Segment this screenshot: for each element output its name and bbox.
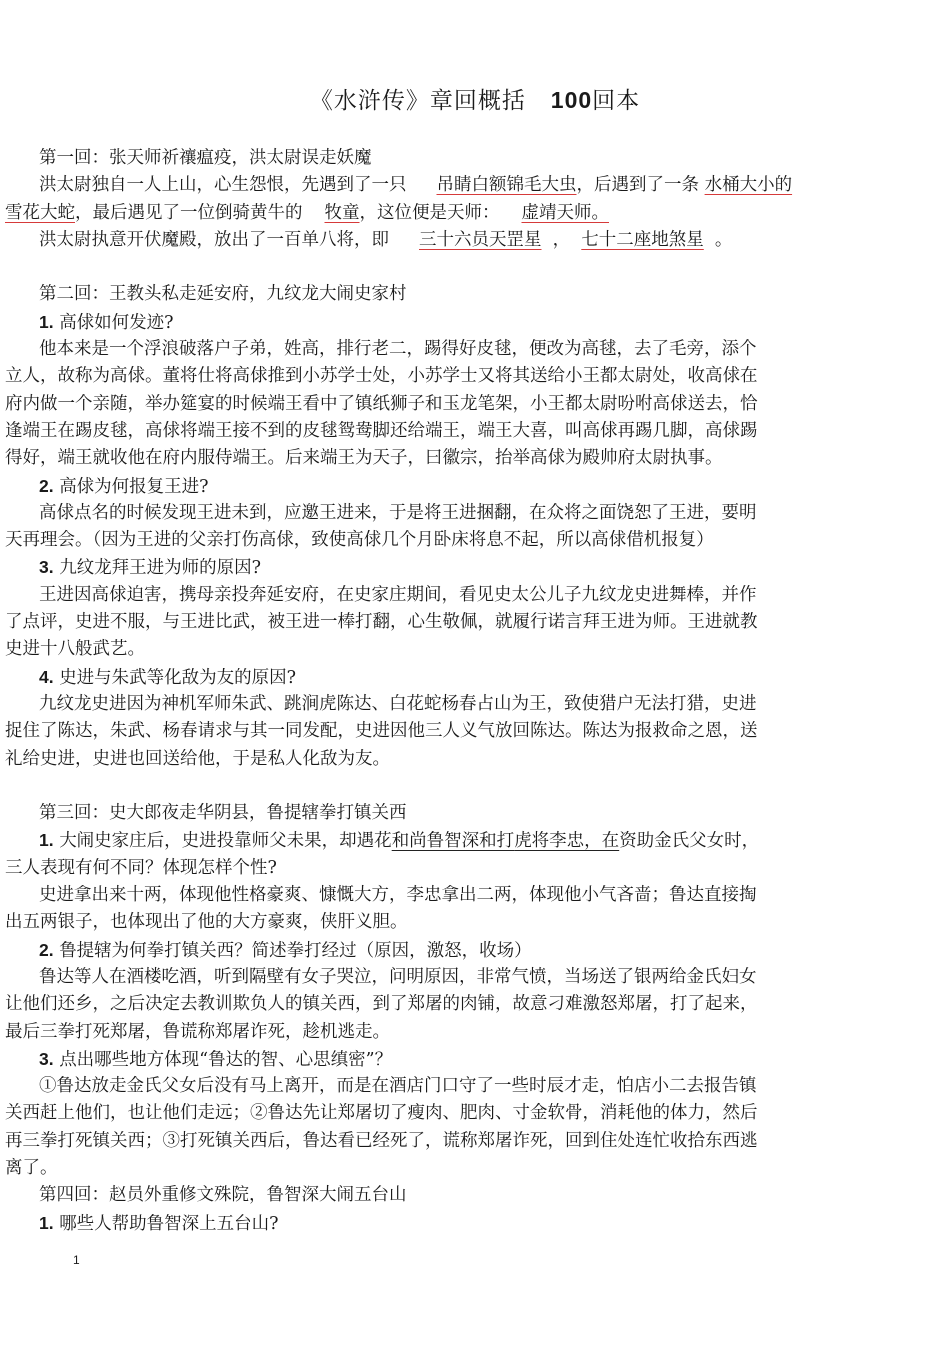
question-heading bbox=[5, 1210, 947, 1237]
question-number: 3. bbox=[39, 1048, 54, 1069]
answer-line: ①鲁达放走金氏父女后没有马上离开，而是在酒店门口守了一些时辰才走，怕店小二去报告镇 bbox=[39, 1076, 757, 1097]
chapter-1-line-1 bbox=[5, 172, 947, 199]
fill-blank-answer: 吊睛白额锦毛大虫 bbox=[436, 175, 577, 196]
answer-line: 离了。 bbox=[5, 1157, 58, 1178]
question-heading bbox=[5, 1046, 947, 1073]
answer-line: 鲁达等人在酒楼吃酒，听到隔壁有女子哭泣，问明原因，非常气愤，当场送了银两给金氏妇女 bbox=[39, 966, 757, 987]
title-suffix: 回本 bbox=[592, 88, 641, 114]
chapter-1-line-2 bbox=[5, 200, 947, 227]
question-text: 史进与朱武等化敌为友的原因? bbox=[59, 667, 297, 688]
text: ，这位便是天师： bbox=[359, 202, 500, 223]
fill-blank-answer: 七十二座地煞星 bbox=[581, 229, 704, 250]
answer-line: 逢端王在踢皮毬，高俅将端王接不到的皮毬鸳鸯脚还给端王，端王大喜，叫高俅再踢几脚，高俅踢 bbox=[5, 420, 758, 441]
text: 。 bbox=[714, 229, 733, 250]
text: ，最后遇见了一位倒骑黄牛的 bbox=[75, 202, 303, 223]
text: 大闹史家庄后，史进投靠师父未果，却遇花 bbox=[59, 831, 392, 852]
answer-line: 得好，端王就收他在府内服侍端王。后来端王为天子，曰徽宗，抬举高俅为殿帅府太尉执事。 bbox=[5, 448, 723, 469]
answer-line: 府内做一个亲随，举办筵宴的时候端王看中了镇纸狮子和玉龙笔架，小王都太尉吩咐高俅送去，恰 bbox=[5, 393, 758, 414]
question-text: 鲁提辖为何拳打镇关西？简述拳打经过（原因，激怒，收场） bbox=[59, 940, 532, 961]
question-text-cont: 三人表现有何不同？体现怎样个性? bbox=[5, 857, 277, 878]
chapter-4-heading: 第四回：赵员外重修文殊院，鲁智深大闹五台山 bbox=[39, 1185, 407, 1206]
fill-blank-answer: 雪花大蛇 bbox=[5, 202, 75, 223]
answer-line: 史进拿出来十两，体现他性格豪爽、慷慨大方，李忠拿出二两，体现他小气吝啬；鲁达直接掏 bbox=[39, 885, 757, 906]
chapter-1-line-3 bbox=[5, 227, 947, 254]
text: 洪太尉执意开伏魔殿，放出了一百单八将，即 bbox=[39, 229, 389, 250]
question-text: 高俅为何报复王进? bbox=[59, 476, 209, 497]
answer-line: 最后三拳打死郑屠，鲁谎称郑屠诈死，趁机逃走。 bbox=[5, 1021, 390, 1042]
answer-line: 天再理会。（因为王进的父亲打伤高俅，致使高俅几个月卧床将息不起，所以高俅借机报复） bbox=[5, 530, 714, 551]
answer-line: 出五两银子，也体现出了他的大方豪爽，侠肝义胆。 bbox=[5, 912, 408, 933]
answer-line: 了点评，史进不服，与王进比武，被王进一棒打翻，心生敬佩，就履行诺言拜王进为师。王进就教 bbox=[5, 612, 758, 633]
question-number: 1. bbox=[39, 311, 54, 332]
page-number: 1 bbox=[73, 1253, 80, 1267]
title-text: 《水浒传》章回概括 bbox=[309, 88, 526, 114]
question-text: 点出哪些地方体现“鲁达的智、心思缜密”？ bbox=[59, 1049, 393, 1070]
answer-line: 史进十八般武艺。 bbox=[5, 639, 145, 660]
answer-line: 高俅点名的时候发现王进未到，应邀王进来，于是将王进捆翻，在众将之面饶恕了王进，要明 bbox=[39, 502, 757, 523]
question-number: 2. bbox=[39, 475, 54, 496]
fill-blank-answer: 水桶大小的 bbox=[704, 175, 793, 196]
question-heading bbox=[5, 664, 947, 691]
title-number: 100 bbox=[550, 87, 593, 113]
fill-blank-answer: 三十六员天罡星 bbox=[419, 229, 542, 250]
chapter-1-heading: 第一回：张天师祈禳瘟疫，洪太尉误走妖魔 bbox=[39, 148, 372, 168]
spacer bbox=[5, 773, 947, 800]
fill-blank-answer: 牧童 bbox=[324, 202, 360, 223]
answer-line: 捉住了陈达，朱武、杨春请求与其一同发配，史进因他三人义气放回陈达。陈达为报救命之恩，送 bbox=[5, 721, 758, 742]
answer-line: 王进因高俅迫害，携母亲投奔延安府，在史家庄期间，看见史太公儿子九纹龙史进舞棒，并作 bbox=[39, 584, 757, 605]
question-text: 哪些人帮助鲁智深上五台山? bbox=[59, 1213, 279, 1234]
text: 资助金氏父女时， bbox=[619, 831, 760, 852]
answer-line: 再三拳打死镇关西；③打死镇关西后，鲁达看已经死了，谎称郑屠诈死，回到住处连忙收拾东西逃 bbox=[5, 1130, 758, 1151]
answer-line: 立人，故称为高俅。董将仕将高俅推到小苏学士处，小苏学士又将其送给小王都太尉处，收高俅在 bbox=[5, 366, 758, 387]
answer-line: 让他们还乡，之后决定去教训欺负人的镇关西，到了郑屠的肉铺，故意刁难激怒郑屠，打了起来， bbox=[5, 994, 758, 1015]
answer-line: 关西赶上他们，也让他们走远；②鲁达先让郑屠切了瘦肉、肥肉、寸金软骨，消耗他的体力，然后 bbox=[5, 1103, 758, 1124]
chapter-2-heading: 第二回：王教头私走延安府，九纹龙大闹史家村 bbox=[39, 284, 407, 305]
fill-blank-answer: 虚靖天师。 bbox=[521, 202, 609, 223]
question-heading bbox=[5, 554, 947, 581]
spacer bbox=[5, 254, 947, 281]
text: ，后遇到了一条 bbox=[576, 175, 699, 196]
underlined-text: 虎将李忠，在 bbox=[514, 831, 620, 852]
question-heading bbox=[5, 309, 947, 336]
question-number: 4. bbox=[39, 666, 54, 687]
document-body bbox=[5, 145, 947, 1237]
question-heading bbox=[5, 937, 947, 964]
question-number: 1. bbox=[39, 830, 54, 851]
answer-line: 九纹龙史进因为神机军师朱武、跳涧虎陈达、白花蛇杨春占山为王，致使猎户无法打猎，史进 bbox=[39, 693, 757, 714]
answer-line: 礼给史进，史进也回送给他，于是私人化敌为友。 bbox=[5, 748, 390, 769]
document-title bbox=[0, 82, 950, 115]
question-text: 高俅如何发迹? bbox=[59, 312, 174, 333]
question-number: 1. bbox=[39, 1212, 54, 1233]
question-number: 2. bbox=[39, 939, 54, 960]
question-heading bbox=[5, 827, 947, 854]
question-heading bbox=[5, 473, 947, 500]
chapter-3-heading: 第三回：史大郎夜走华阴县，鲁提辖拳打镇关西 bbox=[39, 803, 407, 824]
question-number: 3. bbox=[39, 557, 54, 578]
question-text: 九纹龙拜王进为师的原因? bbox=[59, 558, 262, 579]
underlined-text: 和尚鲁智深和打 bbox=[391, 831, 515, 852]
text: ， bbox=[552, 229, 571, 250]
answer-line: 他本来是一个浮浪破落户子弟，姓高，排行老二，踢得好皮毬，便改为高毬，去了毛旁，添个 bbox=[39, 339, 757, 360]
text: 洪太尉独自一人上山，心生怨恨，先遇到了一只 bbox=[39, 175, 407, 196]
